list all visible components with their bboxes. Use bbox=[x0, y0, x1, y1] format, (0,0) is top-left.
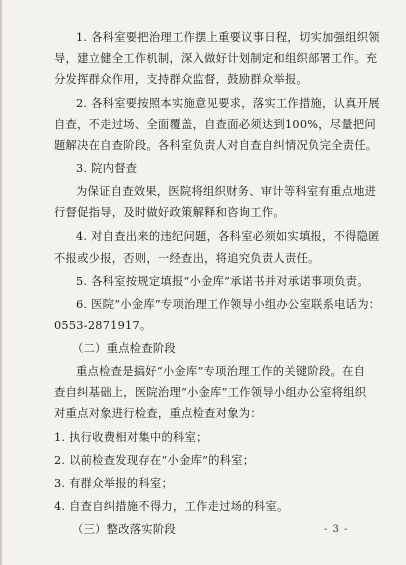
list-item: 1. 执行收费相对集中的科室； bbox=[54, 431, 208, 444]
paragraph-line: 6. 医院“小金库”专项治理工作领导小组办公室联系电话为： bbox=[76, 298, 381, 311]
section-heading: 3. 院内督查 bbox=[76, 162, 138, 175]
paragraph-line: 2. 各科室要按照本实施意见要求，落实工作措施，认真开展 bbox=[76, 97, 380, 110]
list-item: 4. 自查自纠措施不得力，工作走过场的科室。 bbox=[54, 500, 289, 513]
paragraph-line: 为保证自查效果，医院将组织财务、审计等科室有重点地进 bbox=[76, 185, 377, 198]
paragraph-line: 不报或少报，否则，一经查出，将追究负责人责任。 bbox=[54, 252, 320, 265]
paragraph-line: 对重点对象进行检查，重点检查对象为： bbox=[54, 407, 262, 420]
paragraph-line: 查自纠基础上，医院治理“小金库”工作领导小组办公室将组织 bbox=[54, 386, 367, 399]
paragraph-line: 4. 对自查出来的违纪问题，各科室必须如实填报，不得隐匿 bbox=[76, 230, 380, 243]
paragraph-line: 5. 各科室按规定填报“小金库”承诺书并对承诺事项负责。 bbox=[76, 275, 369, 288]
paragraph-line: 1. 各科室要把治理工作摆上重要议事日程，切实加强组织领 bbox=[76, 31, 380, 44]
paragraph-line: 导，建立健全工作机制，深入做好计划制定和组织部署工作。充 bbox=[54, 52, 378, 65]
paragraph-line: 分发挥群众作用，支持群众监督，鼓励群众举报。 bbox=[54, 73, 309, 86]
section-heading: （二）重点检查阶段 bbox=[72, 342, 176, 355]
list-item: 2. 以前检查发现存在“小金库”的科室； bbox=[54, 454, 255, 467]
paragraph-line: 行督促指导，及时做好政策解释和咨询工作。 bbox=[54, 206, 285, 219]
phone-number: 0553-2871917。 bbox=[54, 319, 152, 332]
section-heading: （三）整改落实阶段 bbox=[72, 523, 176, 536]
list-item: 3. 有群众举报的科室； bbox=[54, 477, 174, 490]
paragraph-line: 题解决在自查阶段。各科室负责人对自查自纠情况负完全责任。 bbox=[54, 139, 378, 152]
paragraph-line: 自查，不走过场、全面覆盖，自查面必须达到100%，尽量把问 bbox=[54, 118, 376, 131]
paragraph-line: 重点检查是搞好“小金库”专项治理工作的关键阶段。在自 bbox=[76, 365, 366, 378]
page-number: - 3 - bbox=[324, 524, 349, 535]
